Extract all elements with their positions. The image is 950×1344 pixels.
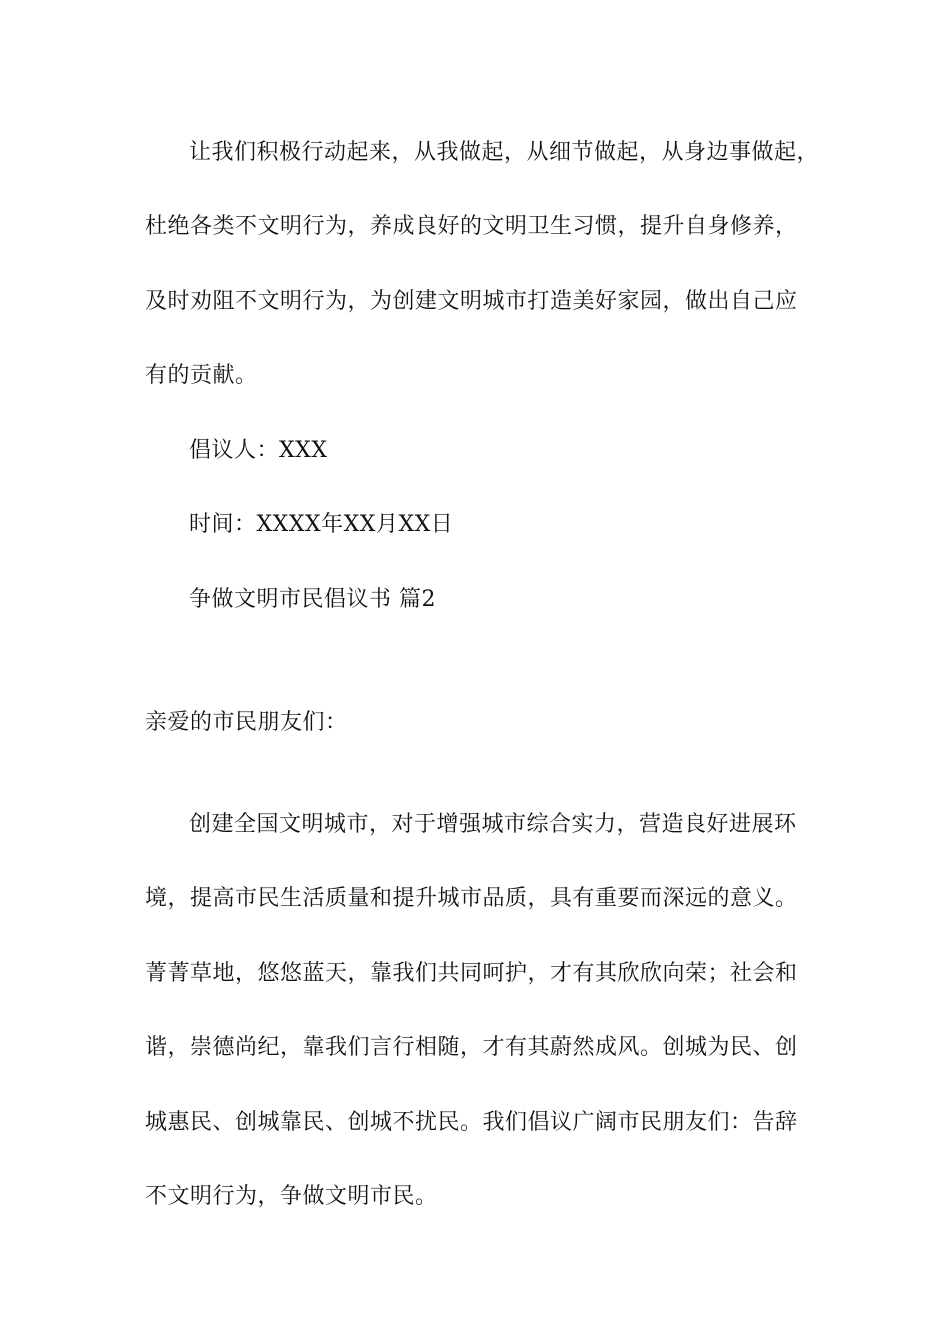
date-line: 时间：XXXX年XX月XX日 <box>189 512 454 537</box>
paragraph2-line-4: 谐，崇德尚纪，靠我们言行相随，才有其蔚然成风。创城为民、创 <box>145 1035 798 1060</box>
paragraph2-line-2: 境，提高市民生活质量和提升城市品质，具有重要而深远的意义。 <box>145 886 798 911</box>
paragraph2-line-5: 城惠民、创城靠民、创城不扰民。我们倡议广阔市民朋友们：告辞 <box>145 1110 798 1135</box>
paragraph2-line-6: 不文明行为，争做文明市民。 <box>145 1184 438 1209</box>
proposer-line: 倡议人：XXX <box>189 438 328 463</box>
paragraph2-line-1: 创建全国文明城市，对于增强城市综合实力，营造良好进展环 <box>189 812 797 837</box>
paragraph1-line-4: 有的贡献。 <box>145 363 258 388</box>
paragraph1-line-1: 让我们积极行动起来，从我做起，从细节做起，从身边事做起， <box>189 140 820 165</box>
paragraph2-line-3: 菁菁草地，悠悠蓝天，靠我们共同呵护，才有其欣欣向荣；社会和 <box>145 961 798 986</box>
salutation: 亲爱的市民朋友们： <box>145 710 348 735</box>
paragraph1-line-2: 杜绝各类不文明行为，养成良好的文明卫生习惯，提升自身修养， <box>145 214 798 239</box>
paragraph1-line-3: 及时劝阻不文明行为，为创建文明城市打造美好家园，做出自己应 <box>145 289 798 314</box>
section-title: 争做文明市民倡议书 篇2 <box>189 587 436 612</box>
